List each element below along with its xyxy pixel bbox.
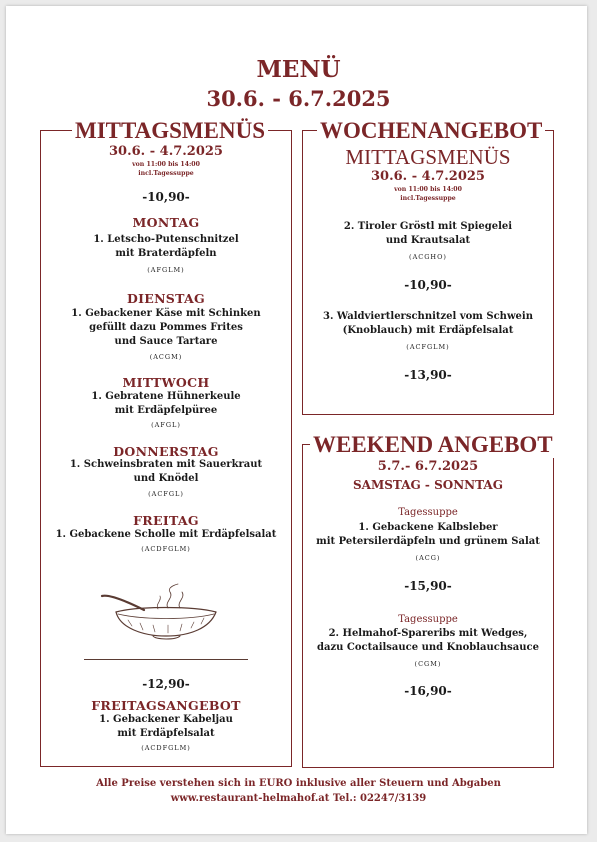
menu-title: MENÜ: [256, 56, 341, 83]
allergens: (ACFGL): [148, 490, 184, 498]
weekend-days: SAMSTAG - SONNTAG: [353, 478, 503, 492]
dish-line: 1. Letscho-Putenschnitzel: [93, 234, 239, 245]
dish-line: und Sauce Tartare: [114, 336, 218, 347]
woche-price-2: -13,90-: [404, 368, 452, 382]
dish-line: dazu Coctailsauce und Knoblauchsauce: [316, 642, 539, 653]
dish-line: mit Braterdäpfeln: [115, 248, 217, 259]
allergens: (CGM): [414, 660, 442, 668]
dish-line: gefüllt dazu Pommes Frites: [89, 322, 243, 333]
allergens: (ACFGLM): [406, 343, 450, 351]
day-tuesday: DIENSTAG: [126, 291, 206, 306]
weekend-soup-2: Tagessuppe: [398, 614, 458, 625]
allergens: (ACG): [415, 554, 441, 562]
dish-line: 1. Schweinsbraten mit Sauerkraut: [69, 459, 263, 470]
dish-line: 1. Gebackener Käse mit Schinken: [71, 308, 261, 319]
dish-line: mit Erdäpfelsalat: [117, 728, 215, 739]
allergens: (AFGLM): [147, 266, 185, 274]
dish-line: 3. Waldviertlerschnitzel vom Schwein: [322, 311, 533, 322]
soup-bowl-icon: [98, 582, 226, 642]
allergens: (AFGL): [151, 421, 181, 429]
allergens: (ACGM): [149, 353, 183, 361]
dish-line: 1. Gebackener Kabeljau: [99, 714, 233, 725]
mittag-heading: MITTAGSMENÜS: [72, 118, 268, 144]
day-friday: FREITAG: [133, 513, 199, 528]
mittag-price: -10,90-: [142, 190, 190, 204]
weekend-heading: WEEKEND ANGEBOT: [310, 432, 556, 458]
woche-incl: incl.Tagessuppe: [400, 195, 456, 202]
allergens: (ACDFGLM): [141, 744, 191, 752]
footer-contact: www.restaurant-helmahof.at Tel.: 02247/3139: [170, 793, 427, 804]
dish-line: 2. Tiroler Gröstl mit Spiegelei: [343, 221, 513, 232]
weekend-date: 5.7.- 6.7.2025: [377, 459, 479, 474]
friday-offer-title: FREITAGSANGEBOT: [91, 698, 241, 713]
dish-line: mit Erdäpfelpüree: [114, 405, 218, 416]
dish-line: 1. Gebackene Scholle mit Erdäpfelsalat: [55, 529, 277, 540]
woche-price-1: -10,90-: [404, 278, 452, 292]
dish-line: und Knödel: [133, 473, 199, 484]
mittag-time: von 11:00 bis 14:00: [132, 161, 200, 168]
weekend-price-1: -15,90-: [404, 579, 452, 593]
dish-line: 1. Gebratene Hühnerkeule: [91, 391, 241, 402]
mittag-incl: incl.Tagessuppe: [138, 170, 194, 177]
weekend-price-2: -16,90-: [404, 684, 452, 698]
allergens: (ACGHO): [409, 253, 447, 261]
menu-date: 30.6. - 6.7.2025: [206, 86, 391, 111]
footer-note: Alle Preise verstehen sich in EURO inklusive aller Steuern und Abgaben: [96, 778, 501, 789]
dish-line: mit Petersilerdäpfeln und grünem Salat: [316, 536, 540, 547]
day-thursday: DONNERSTAG: [113, 444, 219, 459]
weekend-soup-1: Tagessuppe: [398, 507, 458, 518]
dish-line: 2. Helmahof-Spareribs mit Wedges,: [328, 628, 528, 639]
dish-line: (Knoblauch) mit Erdäpfelsalat: [342, 325, 514, 336]
friday-price: -12,90-: [142, 677, 190, 691]
day-monday: MONTAG: [132, 215, 200, 230]
woche-time: von 11:00 bis 14:00: [394, 186, 462, 193]
allergens: (ACDFGLM): [141, 545, 191, 553]
day-wednesday: MITTWOCH: [122, 375, 210, 390]
dish-line: 1. Gebackene Kalbsleber: [358, 522, 498, 533]
woche-date: 30.6. - 4.7.2025: [371, 169, 485, 184]
woche-subheading: MITTAGSMENÜS: [345, 145, 511, 169]
woche-heading: WOCHENANGEBOT: [317, 118, 545, 144]
divider-line: [84, 659, 248, 660]
dish-line: und Krautsalat: [385, 235, 471, 246]
mittag-date: 30.6. - 4.7.2025: [109, 144, 223, 159]
